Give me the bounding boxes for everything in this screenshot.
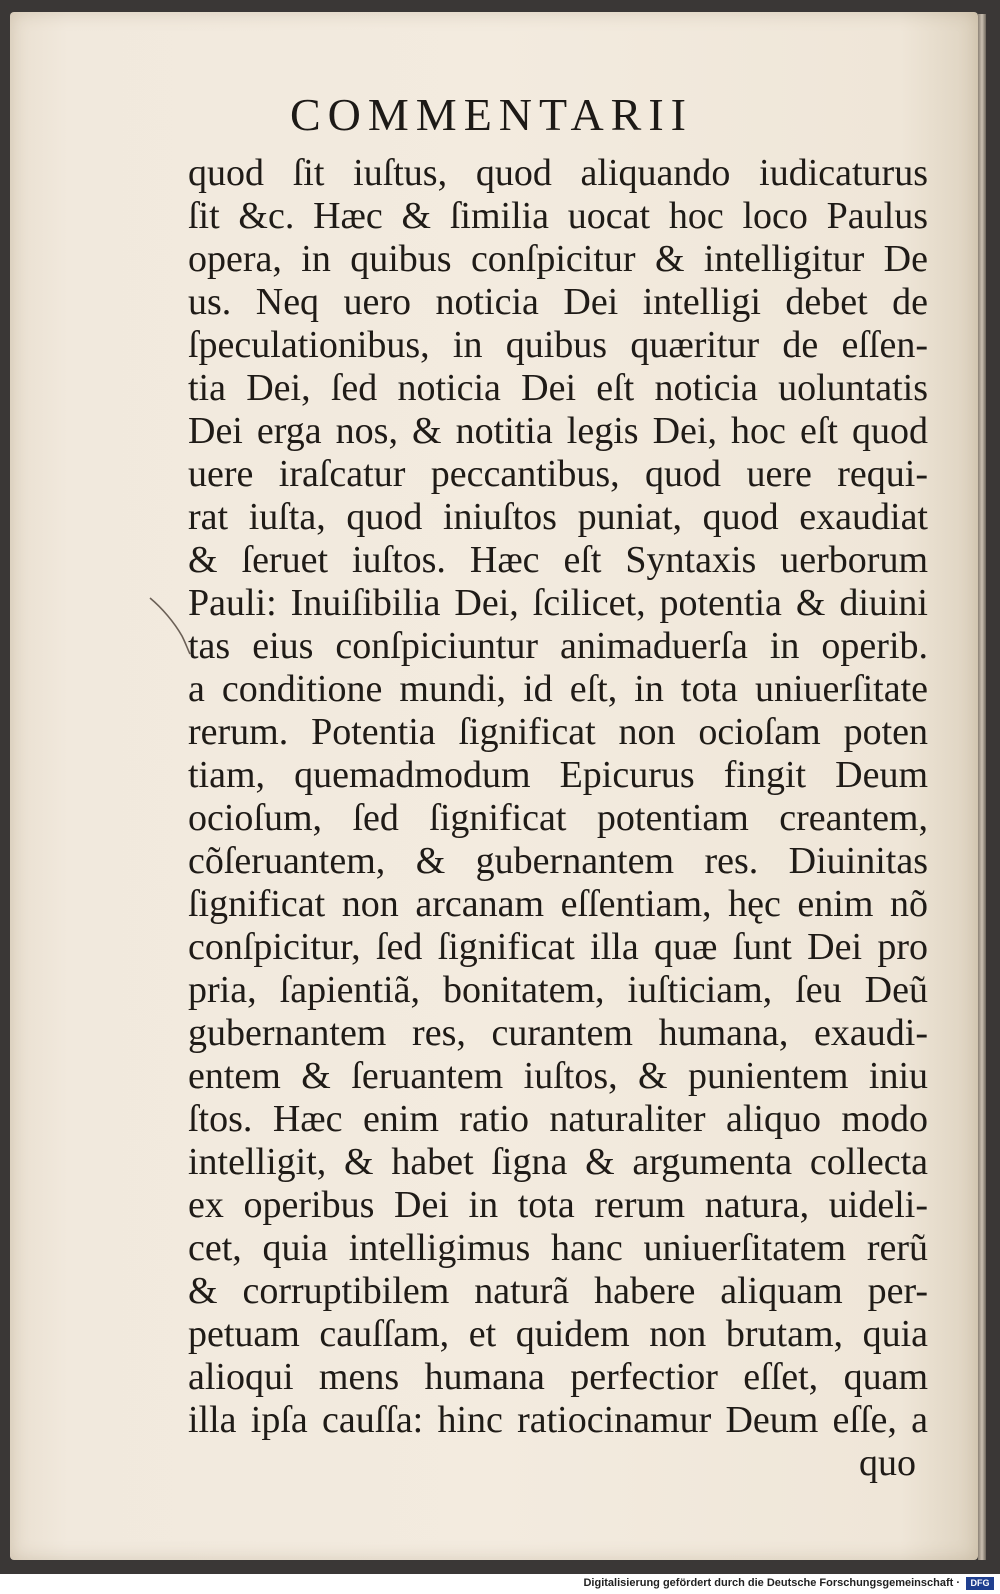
text-line: conſpicitur, ſed ſignificat illa quæ ſunt Dei pro [188,926,928,968]
text-line: ſtos. Hæc enim ratio naturaliter aliquo modo [188,1098,928,1140]
text-line: ſignificat non arcanam eſſentiam, hęc enim nõ [188,883,928,925]
text-line: gubernantem res, curantem humana, exaudi- [188,1012,928,1054]
text-line: ex operibus Dei in tota rerum natura, uideli- [188,1184,928,1226]
text-line: Pauli: Inuiſibilia Dei, ſcilicet, potentia & diuini [188,582,928,624]
text-line: us. Neq uero noticia Dei intelligi debet de [188,281,928,323]
text-line: tiam, quemadmodum Epicurus fingit Deum [188,754,928,796]
text-line: Dei erga nos, & notitia legis Dei, hoc eſt quod [188,410,928,452]
text-line: & corruptibilem naturã habere aliquam per- [188,1270,928,1312]
text-line: a conditione mundi, id eſt, in tota uniuerſitate [188,668,928,710]
text-line: rerum. Potentia ſignificat non ocioſam poten [188,711,928,753]
page-edge [978,14,986,1560]
text-line: cet, quia intelligimus hanc uniuerſitatem rerũ [188,1227,928,1269]
dfg-logo-icon: DFG [966,1577,994,1590]
text-line: tas eius conſpiciuntur animaduerſa in operib. [188,625,928,667]
text-line: rat iuſta, quod iniuſtos puniat, quod exaudiat [188,496,928,538]
text-line: ocioſum, ſed ſignificat potentiam creantem, [188,797,928,839]
text-line: entem & ſeruantem iuſtos, & punientem iniu [188,1055,928,1097]
catchword: quo [859,1442,916,1484]
text-line: ſit &c. Hæc & ſimilia uocat hoc loco Paulus [188,195,928,237]
text-line: ſpeculationibus, in quibus quæritur de eſſen- [188,324,928,366]
running-head: COMMENTARII [290,89,693,140]
digitization-footer [0,1574,1000,1594]
text-line: quod ſit iuſtus, quod aliquando iudicaturus [188,152,928,194]
text-line: tia Dei, ſed noticia Dei eſt noticia uoluntatis [188,367,928,409]
funding-credit: Digitalisierung gefördert durch die Deutsche Forschungsgemeinschaft · [583,1577,960,1589]
text-line: pria, ſapientiã, bonitatem, iuſticiam, ſeu Deũ [188,969,928,1011]
body-text [188,152,928,1485]
text-line: opera, in quibus conſpicitur & intelligitur De [188,238,928,280]
text-line: cõſeruantem, & gubernantem res. Diuinitas [188,840,928,882]
text-line: & ſeruet iuſtos. Hæc eſt Syntaxis uerborum [188,539,928,581]
text-line: intelligit, & habet ſigna & argumenta collecta [188,1141,928,1183]
text-line: alioqui mens humana perfectior eſſet, quam [188,1356,928,1398]
text-line: uere iraſcatur peccantibus, quod uere requi- [188,453,928,495]
text-line: illa ipſa cauſſa: hinc ratiocinamur Deum eſſe, a [188,1399,928,1441]
text-line: petuam cauſſam, et quidem non brutam, quia [188,1313,928,1355]
